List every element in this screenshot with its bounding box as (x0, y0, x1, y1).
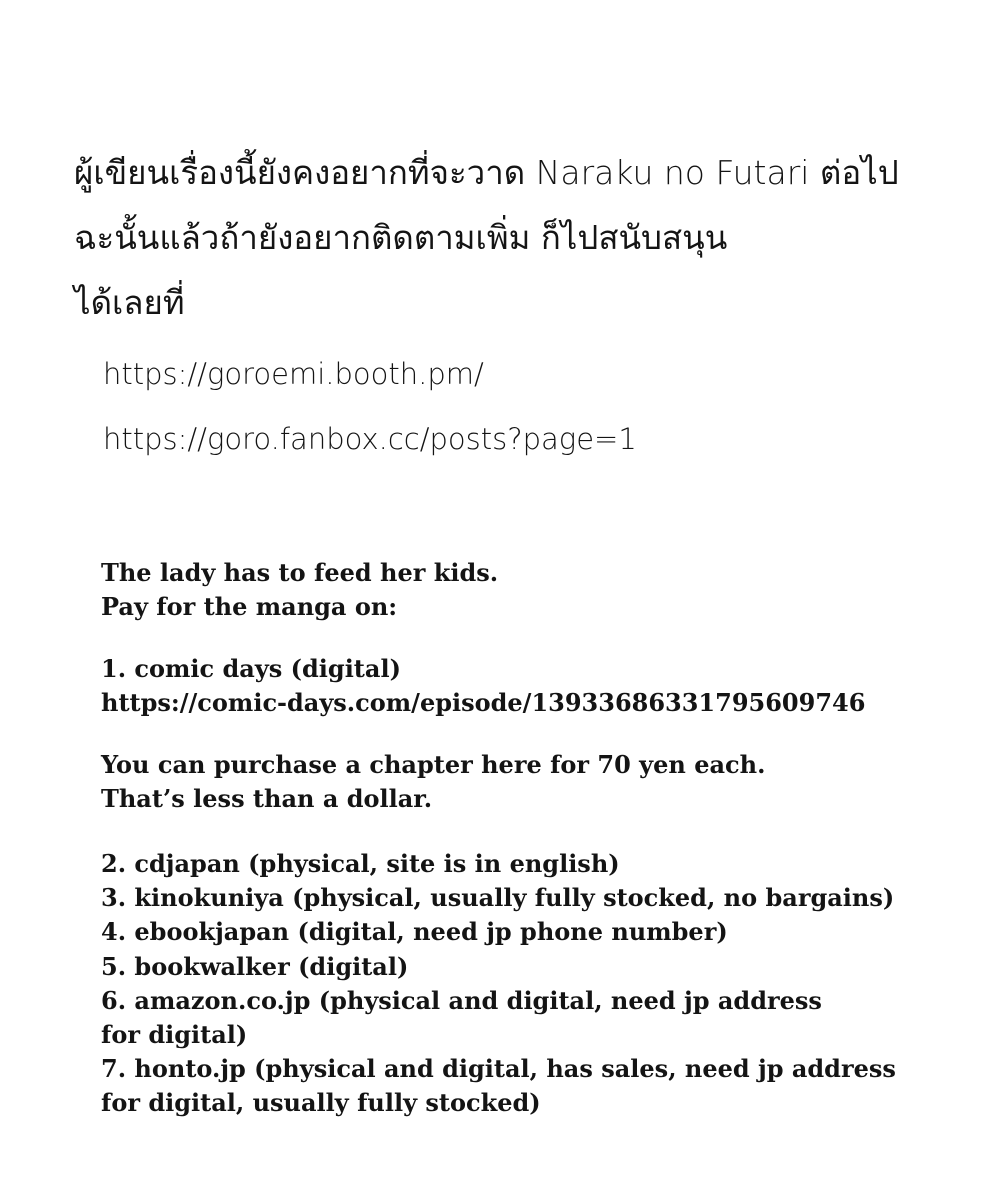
list-item: for digital) (101, 1020, 248, 1050)
thai-line-2: ฉะนั้นแล้วถ้ายังอยากติดตามเพิ่ม ก็ไปสนับสนุน (74, 218, 728, 257)
list-item: 2. cdjapan (physical, site is in english) (101, 849, 620, 878)
thai-line-1: ผู้เขียนเรื่องนี้ยังคงอยากที่จะวาด Naraku no Futari ต่อไป (74, 153, 899, 192)
intro-line-2: Pay for the manga on: (101, 592, 398, 621)
list-item: 6. amazon.co.jp (physical and digital, need jp address (101, 985, 822, 1015)
comic-days-link[interactable]: https://comic-days.com/episode/13933686331795609746 (101, 688, 866, 717)
purchase-line-2: That’s less than a dollar. (101, 784, 433, 813)
list-item: 3. kinokuniya (physical, usually fully stocked, no bargains) (101, 883, 895, 913)
booth-link[interactable]: https://goroemi.booth.pm/ (103, 357, 484, 391)
thai-line-3: ได้เลยที่ (74, 283, 185, 322)
comic-days-label: 1. comic days (digital) (101, 654, 401, 683)
purchase-line-1: You can purchase a chapter here for 70 yen each. (101, 750, 766, 779)
comic-days-entry (101, 652, 961, 720)
intro-text (101, 556, 961, 624)
list-item: for digital, usually fully stocked) (101, 1088, 541, 1118)
fanbox-link[interactable]: https://goro.fanbox.cc/posts?page=1 (103, 422, 637, 456)
list-item: 5. bookwalker (digital) (101, 951, 409, 981)
list-item: 7. honto.jp (physical and digital, has sales, need jp address (101, 1054, 896, 1084)
purchase-note (101, 748, 961, 816)
thai-message (74, 140, 954, 335)
intro-line-1: The lady has to feed her kids. (101, 558, 499, 587)
list-item: 4. ebookjapan (digital, need jp phone number) (101, 917, 728, 947)
store-list (101, 847, 961, 1121)
